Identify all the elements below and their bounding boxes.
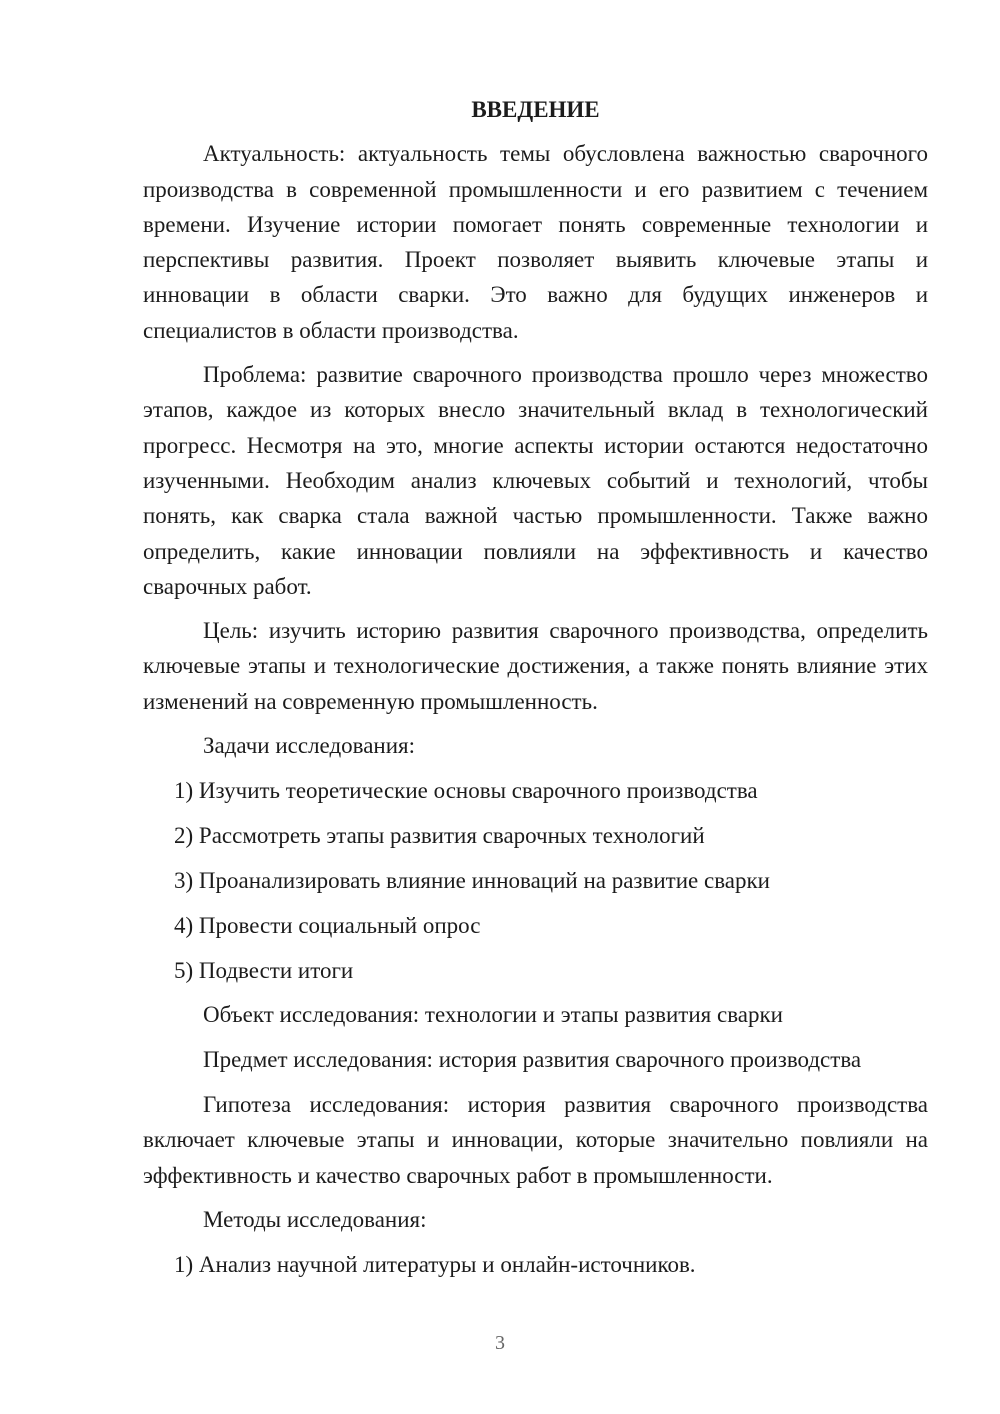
- page-number: 3: [495, 1332, 505, 1354]
- problem-paragraph: Проблема: развитие сварочного производства прошло через множество этапов, каждое из которых внесло значительный вклад в технологический прогресс. Несмотря на это, многие аспекты истории остаются недостаточно изученными. Необходим анализ ключевых событий и технологий, чтобы понять, как сварка стала важной частью промышленности. Также важно определить, какие инновации повлияли на эффективность и качество сварочных работ.: [143, 362, 928, 599]
- research-subject: Предмет исследования: история развития сварочного производства: [203, 1047, 862, 1073]
- section-title: ВВЕДЕНИЕ: [471, 97, 600, 122]
- relevance-paragraph: Актуальность: актуальность темы обусловлена важностью сварочного производства в современной промышленности и его развитием с течением времени. Изучение истории помогает понять современные технологии и перспективы развития. Проект позволяет выявить ключевые этапы и инновации в области сварки. Это важно для будущих инженеров и специалистов в области производства.: [143, 141, 928, 343]
- task-item-5: 5) Подвести итоги: [174, 957, 354, 983]
- hypothesis-paragraph: Гипотеза исследования: история развития сварочного производства включает ключевые этапы и инновации, которые значительно повлияли на эффективность и качество сварочных работ в промышленности.: [143, 1092, 928, 1188]
- research-object: Объект исследования: технологии и этапы развития сварки: [203, 1002, 783, 1028]
- task-item-2: 2) Рассмотреть этапы развития сварочных технологий: [174, 822, 705, 848]
- task-item-3: 3) Проанализировать влияние инноваций на развитие сварки: [174, 867, 770, 893]
- page-content: [143, 92, 928, 1292]
- method-item-1: 1) Анализ научной литературы и онлайн-источников.: [174, 1251, 696, 1277]
- methods-heading: Методы исследования:: [203, 1207, 427, 1233]
- task-item-4: 4) Провести социальный опрос: [174, 912, 481, 938]
- task-item-1: 1) Изучить теоретические основы сварочного производства: [174, 777, 758, 803]
- tasks-heading: Задачи исследования:: [203, 733, 416, 759]
- goal-paragraph: Цель: изучить историю развития сварочного производства, определить ключевые этапы и технологические достижения, а также понять влияние этих изменений на современную промышленность.: [143, 618, 928, 714]
